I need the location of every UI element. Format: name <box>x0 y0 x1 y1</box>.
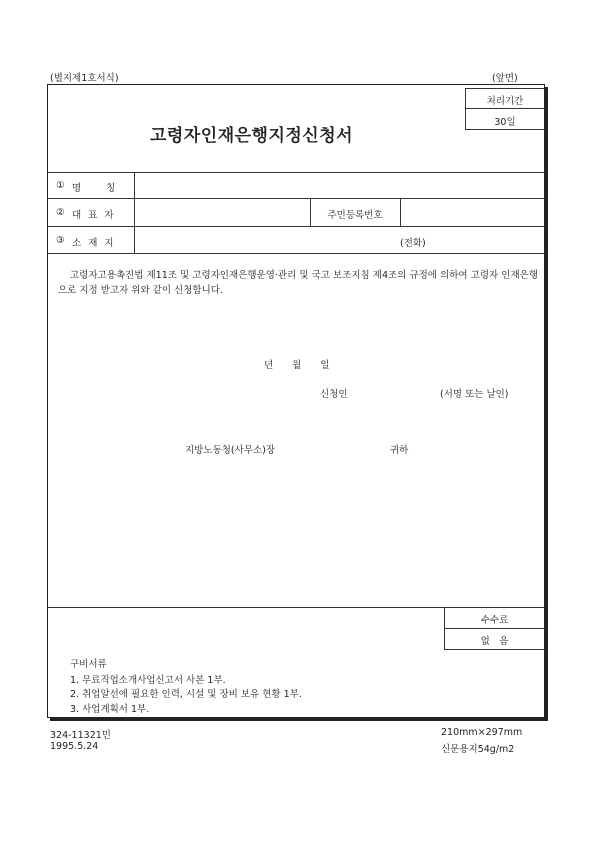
processing-label: 처리기간 <box>486 96 524 107</box>
fee-section-line <box>47 607 545 608</box>
honorific: 귀하 <box>390 445 409 456</box>
frame-shadow-bottom <box>50 718 548 721</box>
paper-type: 신문용지54g/m2 <box>441 744 515 755</box>
table-top-line <box>47 172 545 173</box>
frame-shadow-right <box>545 87 548 721</box>
form-number: (별지제1호서식) <box>50 73 119 84</box>
fee-box-bottom <box>444 649 545 650</box>
document-item: 2. 취업알선에 필요한 인력, 시설 및 장비 보유 현황 1부. <box>70 689 302 700</box>
resident-number-label: 주민등록번호 <box>327 210 383 221</box>
applicant-label: 신청인 <box>320 389 348 400</box>
form-date: 1995.5.24 <box>50 741 99 752</box>
fee-value: 없 음 <box>480 636 509 647</box>
addressee: 지방노동청(사무소)장 <box>185 445 276 456</box>
application-date: 년 월 일 <box>264 360 330 371</box>
fee-label: 수수료 <box>480 615 509 626</box>
name-label: 명 칭 <box>72 183 118 194</box>
row-line-1 <box>47 198 545 199</box>
page-title: 고령자인재은행지정신청서 <box>150 126 354 146</box>
address-label: 소 재 지 <box>72 238 116 249</box>
representative-label: 대 표 자 <box>72 210 116 221</box>
label-column-divider <box>134 172 135 253</box>
page-side-label: (앞면) <box>492 73 518 84</box>
phone-label: (전화) <box>400 238 426 249</box>
document-item: 3. 사업계획서 1부. <box>70 704 150 715</box>
rep-sub-divider-right <box>400 198 401 226</box>
fee-box-divider <box>444 628 545 629</box>
documents-title: 구비서류 <box>70 659 107 670</box>
processing-value: 30일 <box>494 117 516 128</box>
row-line-3 <box>47 253 545 254</box>
row-line-2 <box>47 226 545 227</box>
processing-divider <box>465 108 545 109</box>
rep-sub-divider-left <box>310 198 311 226</box>
row-number: ① <box>56 180 65 191</box>
signature-note: (서명 또는 날인) <box>440 389 509 400</box>
document-item: 1. 무료직업소개사업신고서 사본 1부. <box>70 675 226 686</box>
application-statement: 고령자고용촉진법 제11조 및 고령자인재은행운영·관리 및 국고 보조지침 제4조의 규정에 의하여 고령자 인재은행으로 지정 받고자 위와 같이 신청합니다. <box>58 270 538 296</box>
form-code: 324-11321민 <box>50 730 111 741</box>
paper-size: 210mm×297mm <box>441 727 523 738</box>
row-number: ③ <box>56 235 65 246</box>
row-number: ② <box>56 207 65 218</box>
